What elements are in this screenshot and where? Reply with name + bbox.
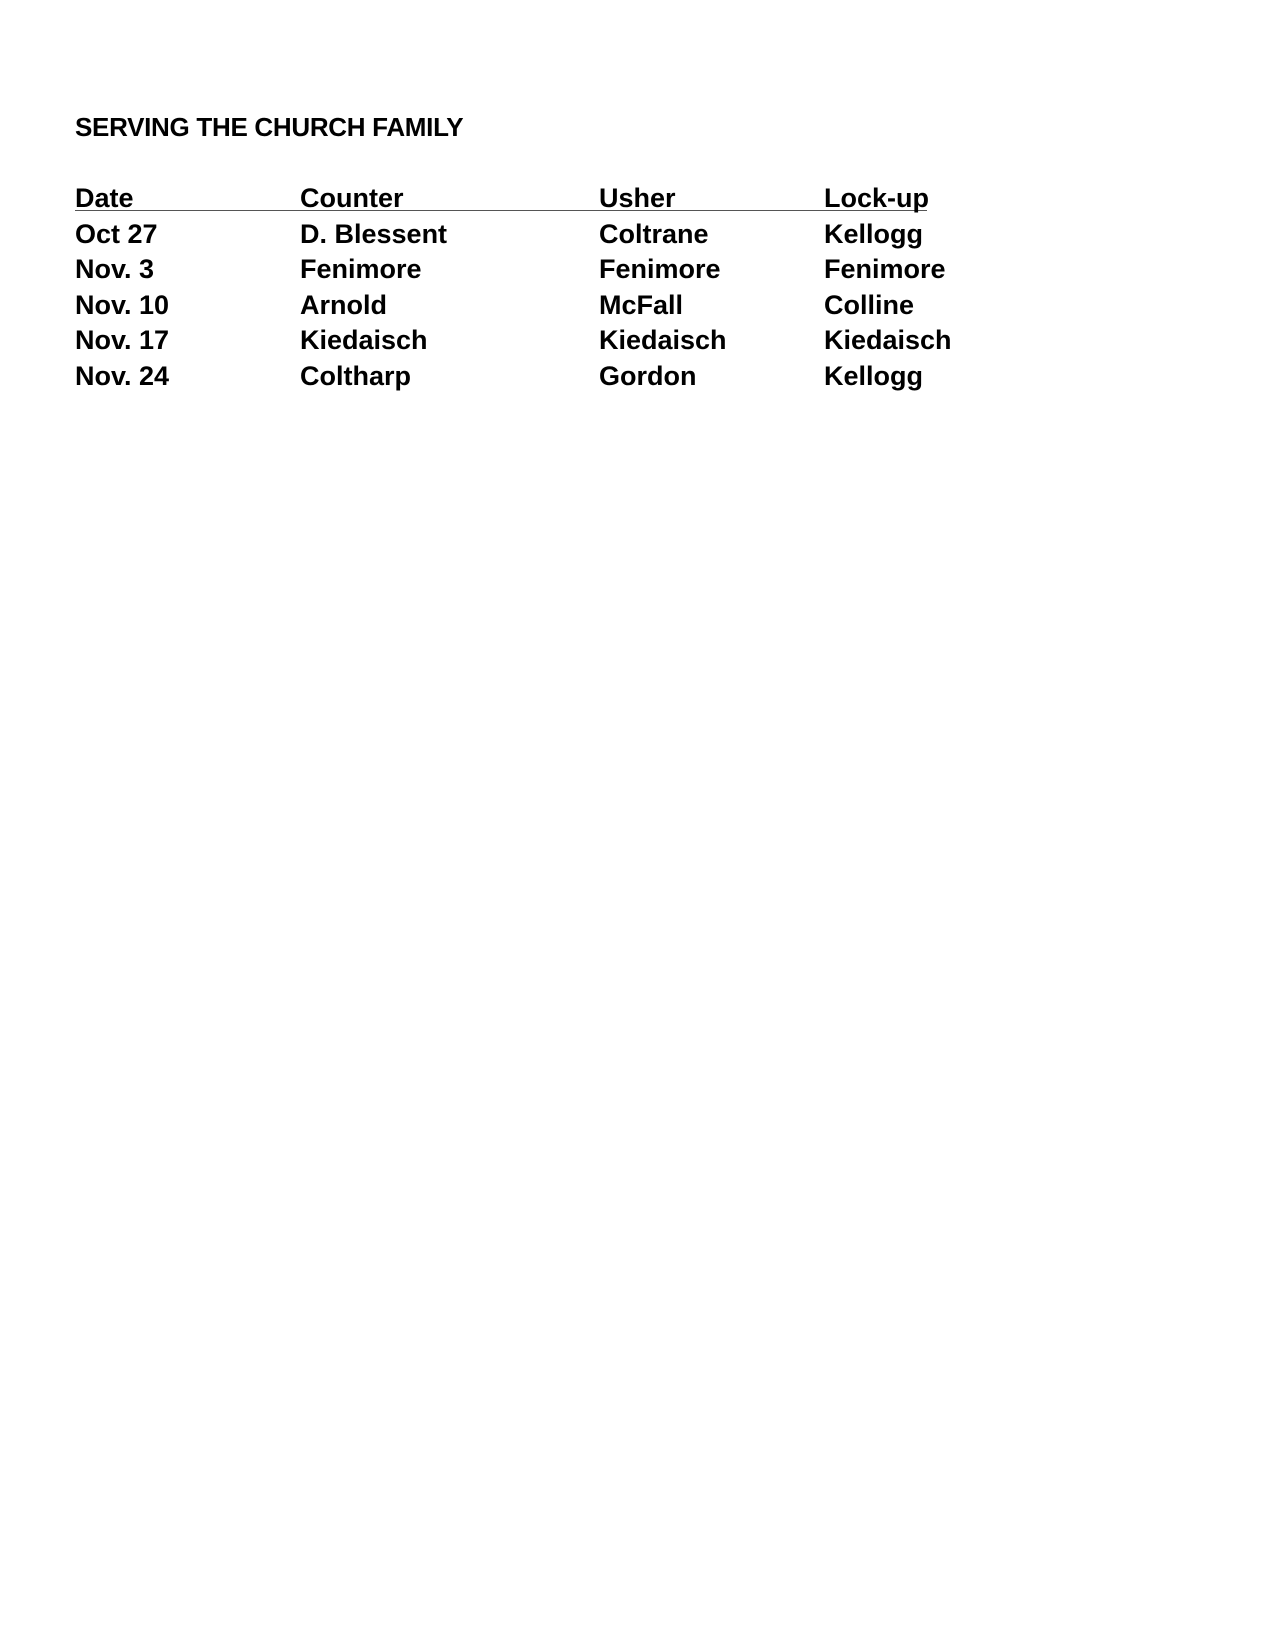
- table-row: [75, 323, 975, 359]
- header-underline: [75, 210, 927, 211]
- table-row: [75, 217, 975, 253]
- column-header-date: Date: [75, 183, 134, 213]
- lock-up-cell: Kellogg: [824, 218, 923, 249]
- counter-cell: Fenimore: [300, 254, 422, 284]
- counter-cell: Coltharp: [300, 360, 411, 391]
- usher-cell: McFall: [599, 289, 684, 320]
- date-cell: Nov. 10: [75, 289, 170, 320]
- date-cell: Nov. 17: [75, 325, 170, 355]
- counter-cell: D. Blessent: [300, 218, 448, 249]
- column-header-counter: Counter: [300, 183, 404, 213]
- table-row: [75, 359, 975, 395]
- document-title: SERVING THE CHURCH FAMILY: [75, 112, 464, 142]
- usher-cell: Fenimore: [599, 254, 721, 284]
- table-row: [75, 288, 975, 324]
- lock-up-cell: Kellogg: [824, 360, 923, 391]
- schedule-table: [75, 181, 975, 394]
- usher-cell: Gordon: [599, 360, 697, 391]
- counter-cell: Arnold: [300, 289, 387, 320]
- lock-up-cell: Kiedaisch: [824, 325, 952, 355]
- lock-up-cell: Fenimore: [824, 254, 946, 284]
- usher-cell: Kiedaisch: [599, 325, 727, 355]
- date-cell: Nov. 24: [75, 360, 170, 391]
- table-row: [75, 252, 975, 288]
- counter-cell: Kiedaisch: [300, 325, 428, 355]
- column-header-usher: Usher: [599, 183, 676, 213]
- date-cell: Nov. 3: [75, 254, 155, 284]
- usher-cell: Coltrane: [599, 218, 709, 249]
- date-cell: Oct 27: [75, 218, 158, 249]
- column-header-lock-up: Lock-up: [824, 183, 929, 213]
- table-header-row: [75, 181, 975, 217]
- lock-up-cell: Colline: [824, 289, 915, 320]
